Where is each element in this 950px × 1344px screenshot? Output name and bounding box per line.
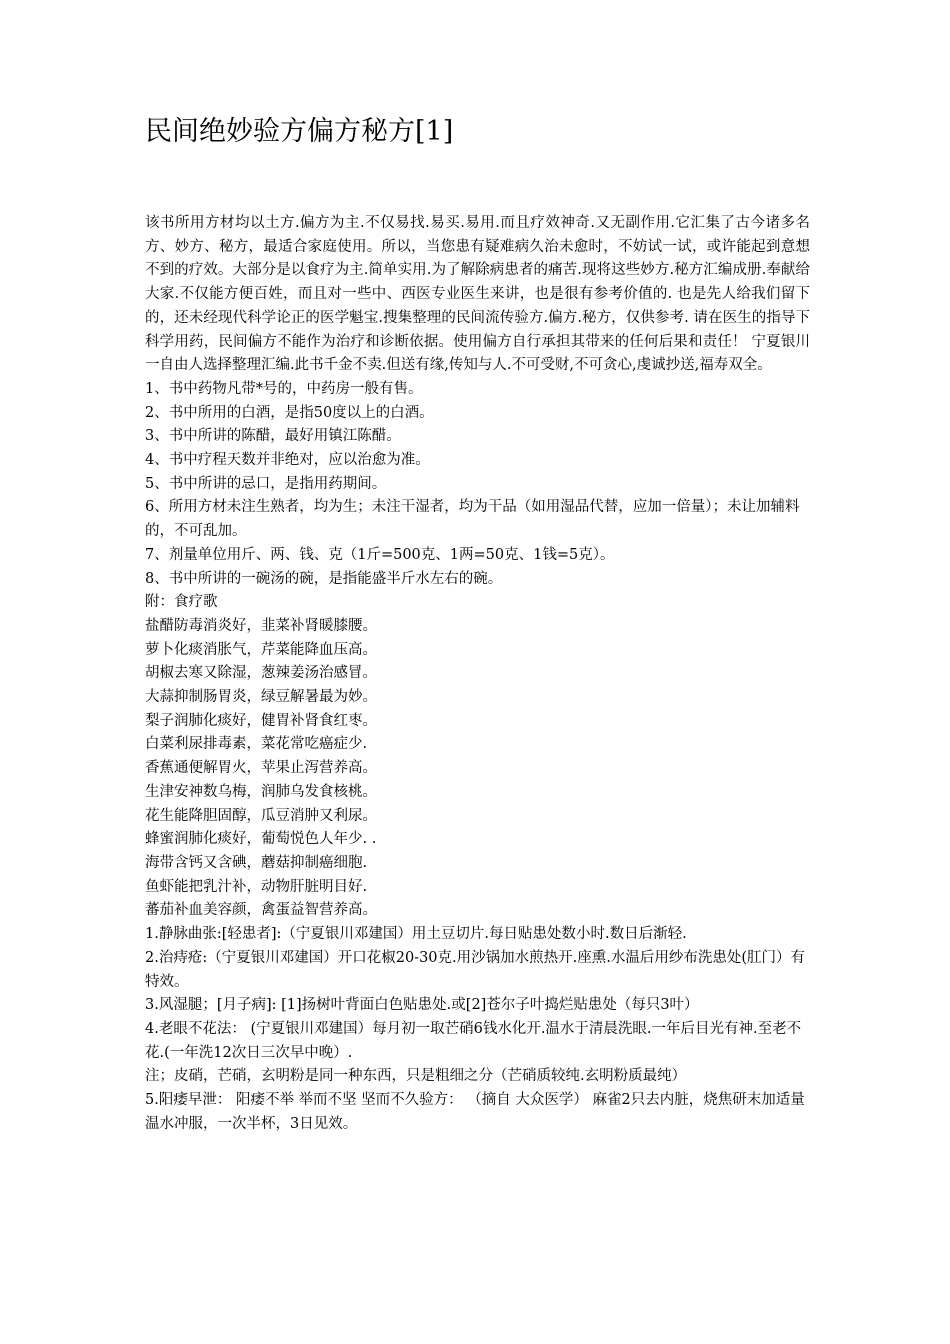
- song-line: 胡椒去寒又除湿，葱辣姜汤治感冒。: [145, 665, 377, 682]
- song-line: 萝卜化痰消胀气，芹菜能降血压高。: [145, 641, 377, 658]
- remedy-item: 1.静脉曲张:[轻患者]:（宁夏银川邓建国）用土豆切片.每日贴患处数小时.数日后渐轻.: [145, 926, 687, 943]
- remedy-item: 4.老眼不花法： (宁夏银川邓建国）每月初一取芒硝6钱水化开.温水于清晨洗眼.一年后目光有神.至老不花.(一年洗12次日三次早中晚）.: [145, 1020, 802, 1061]
- song-line: 花生能降胆固醇，瓜豆消肿又利尿。: [145, 807, 377, 824]
- remedy-note: 注；皮硝，芒硝，玄明粉是同一种东西，只是粗细之分（芒硝质较纯.玄明粉质最纯）: [145, 1068, 687, 1085]
- song-line: 鱼虾能把乳汁补，动物肝脏明目好.: [145, 878, 368, 895]
- remedy-item: 2.治痔疮:（宁夏银川邓建国）开口花椒20-30克.用沙锅加水煎热开.座熏.水温后用纱布洗患处(肛门）有特效。: [145, 949, 806, 990]
- notes-list: [145, 378, 810, 591]
- song-line: 蜂蜜润肺化痰好，葡萄悦色人年少. .: [145, 831, 377, 848]
- song-lines: [145, 615, 810, 923]
- song-line: 盐醋防毒消炎好，韭菜补肾暖膝腰。: [145, 617, 377, 634]
- song-line: 海带含钙又含碘，蘑菇抑制癌细胞.: [145, 854, 368, 871]
- remedy-item: 3.风湿腿；[月子病]: [1]扬树叶背面白色贴患处.或[2]苍尔子叶捣烂贴患处（每只3叶）: [145, 997, 699, 1014]
- note-item: 2、书中所用的白酒，是指50度以上的白酒。: [145, 404, 434, 421]
- remedy-item: 5.阳痿早泄： 阳痿不举 举而不坚 坚而不久验方： （摘自 大众医学） 麻雀2只去内脏，烧焦研末加适量温水冲服，一次半杯，3日见效。: [145, 1092, 805, 1132]
- note-item: 4、书中疗程天数并非绝对，应以治愈为准。: [145, 452, 430, 469]
- song-line: 生津安神数乌梅，润肺乌发食核桃。: [145, 783, 377, 800]
- note-item: 7、剂量单位用斤、两、钱、克（1斤=500克、1两=50克、1钱=5克）。: [145, 546, 615, 563]
- note-item: 8、书中所讲的一碗汤的碗，是指能盛半斤水左右的碗。: [145, 570, 503, 587]
- note-item: 6、所用方材未注生熟者，均为生；未注干湿者，均为干品（如用湿品代替，应加一倍量）；未让加辅料的，不可乱加。: [145, 499, 800, 540]
- note-item: 5、书中所讲的忌口，是指用药期间。: [145, 475, 387, 492]
- note-item: 3、书中所讲的陈醋，最好用镇江陈醋。: [145, 428, 401, 445]
- intro-paragraph: 该书所用方材均以土方.偏方为主.不仅易找.易买.易用.而且疗效神奇.又无副作用.它汇集了古今诸多名方、妙方、秘方，最适合家庭使用。所以，当您患有疑难病久治未愈时，不妨试一试，或许能起到意想不到的疗效。大部分是以食疗为主.简单实用.为了解除病患者的痛苦.现将这些妙方.秘方汇编成册.奉献给大家.不仅能方便百姓，而且对一些中、西医专业医生来讲，也是很有参考价值的. 也是先人给我们留下的，还未经现代科学论正的医学魁宝.搜集整理的民间流传验方.偏方.秘方，仅供参考. 请在医生的指导下科学用药，民间偏方不能作为治疗和诊断依据。使用偏方自行承担其带来的任何后果和责任！ 宁夏银川一自由人选择整理汇编.此书千金不卖.但送有缘,传知与人.不可受财,不可贪心,虔诚抄送,福寿双全。: [145, 215, 810, 374]
- note-item: 1、书中药物凡带*号的，中药房一般有售。: [145, 380, 423, 397]
- song-line: 大蒜抑制肠胃炎，绿豆解暑最为妙。: [145, 689, 377, 706]
- document-body: [145, 212, 810, 1136]
- document-title: 民间绝妙验方偏方秘方[1]: [145, 116, 454, 147]
- remedies-list: [145, 923, 810, 1136]
- song-line: 香蕉通便解胃火，苹果止泻营养高。: [145, 760, 377, 777]
- song-line: 白菜利尿排毒素，菜花常吃癌症少.: [145, 736, 368, 753]
- song-line: 梨子润肺化痰好，健胃补肾食红枣。: [145, 712, 377, 729]
- song-heading: 附：食疗歌: [145, 594, 218, 611]
- song-line: 蕃茄补血美容颜，禽蛋益智营养高。: [145, 902, 377, 919]
